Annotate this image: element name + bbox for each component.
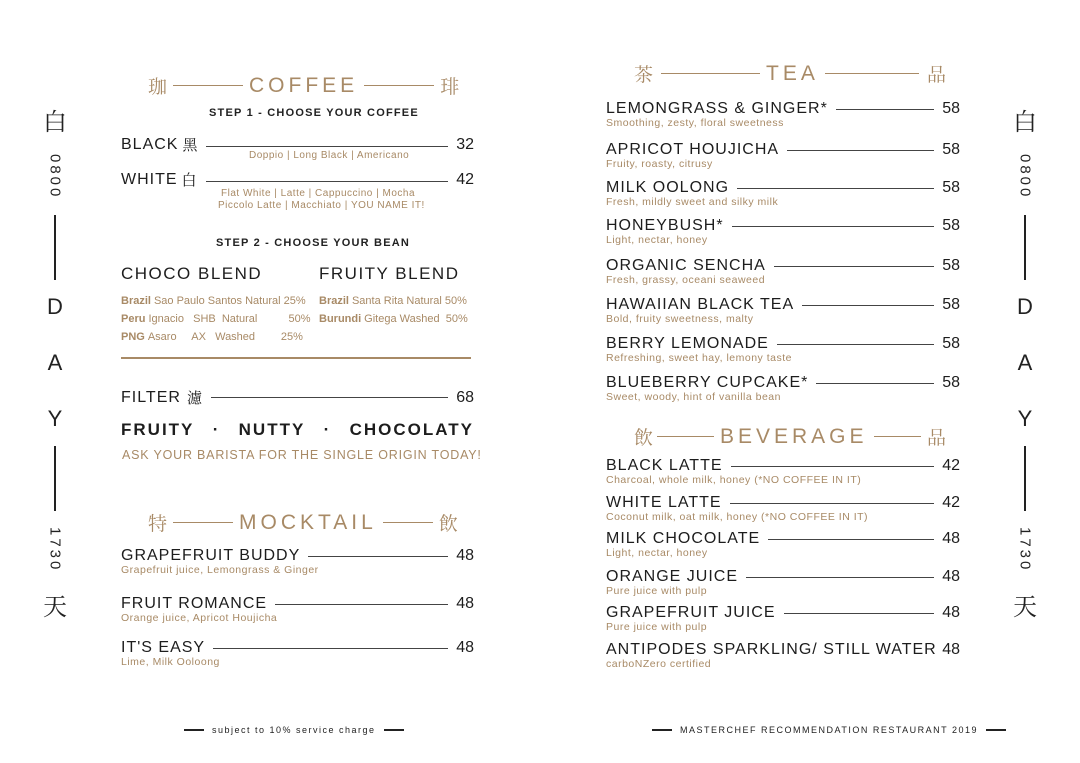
flavor-separator: · [323,420,332,439]
coffee-white-price: 42 [456,170,474,188]
fruity-blend [319,264,468,328]
fruity-blend-title: FRUITY BLEND [319,264,460,283]
filter-cjk: 濾 [186,389,203,407]
fruity-blend-line: Brazil Santa Rita Natural 50% [319,295,467,307]
beverage-header [634,423,946,450]
step1-label: STEP 1 - CHOOSE YOUR COFFEE [209,107,419,119]
step2-label: STEP 2 - CHOOSE YOUR BEAN [216,237,411,249]
filter-name: FILTER [121,388,181,406]
menu-item: BLUEBERRY CUPCAKE* 58 Sweet, woody, hint of vanilla bean [606,374,960,403]
side-top-char: 白 [43,108,67,136]
left-side-strip [43,110,67,619]
blend-divider [121,357,471,359]
side-divider [1024,446,1026,511]
tea-cjk-right: 品 [926,64,946,86]
menu-item: ANTIPODES SPARKLING/ STILL WATER 48 carboNZero certified [606,641,960,670]
menu-item: IT'S EASY 48 Lime, Milk Ooloong [121,639,474,668]
menu-item: MILK OOLONG 58 Fresh, mildly sweet and silky milk [606,179,960,208]
menu-item: BLACK LATTE 42 Charcoal, whole milk, honey (*NO COFFEE IN IT) [606,457,960,486]
menu-item: HONEYBUSH* 58 Light, nectar, honey [606,217,960,246]
coffee-title: COFFEE [249,73,359,97]
side-divider [54,215,56,280]
coffee-cjk-right: 琲 [440,76,460,98]
side-letter-y: Y [47,406,63,432]
side-bottom-char: 天 [1013,592,1037,621]
menu-item: MILK CHOCOLATE 48 Light, nectar, honey [606,530,960,559]
filter-price: 68 [456,388,474,406]
coffee-white-cjk: 白 [181,171,198,189]
coffee-black-row [121,134,474,161]
footer-masterchef: MASTERCHEF RECOMMENDATION RESTAURANT 2019 [644,725,1014,735]
side-letter-a: A [47,350,63,376]
ask-barista-text: ASK YOUR BARISTA FOR THE SINGLE ORIGIN TODAY! [122,448,482,462]
side-open-time: 0800 [1016,154,1034,200]
flavor-notes [121,420,474,440]
menu-item: GRAPEFRUIT JUICE 48 Pure juice with pulp [606,604,960,633]
side-bottom-char: 天 [43,592,67,621]
flavor-note: CHOCOLATY [349,420,474,439]
side-letter-y: Y [1017,406,1033,432]
coffee-white-desc-1: Flat White | Latte | Cappuccino | Mocha [221,188,416,199]
tea-cjk-left: 茶 [634,64,654,86]
mocktail-header [148,509,460,536]
menu-item: HAWAIIAN BLACK TEA 58 Bold, fruity sweetness, malty [606,296,960,325]
beverage-cjk-right: 品 [926,427,946,449]
beverage-title: BEVERAGE [719,424,868,448]
side-close-time: 1730 [1016,527,1034,573]
choco-blend-title: CHOCO BLEND [121,264,263,283]
tea-header [634,60,946,87]
side-letter-d: D [1017,294,1033,320]
flavor-note: FRUITY [121,420,195,439]
menu-item: FRUIT ROMANCE 48 Orange juice, Apricot Houjicha [121,595,474,624]
coffee-white-desc-2: Piccolo Latte | Macchiato | YOU NAME IT! [218,200,425,211]
choco-blend-line: PNG Asaro AX Washed 25% [121,331,303,343]
menu-item: ORANGE JUICE 48 Pure juice with pulp [606,568,960,597]
mocktail-cjk-left: 特 [148,513,168,535]
side-top-char: 白 [1013,108,1037,136]
coffee-white-name: WHITE [121,170,178,188]
coffee-black-desc: Doppio | Long Black | Americano [249,150,410,161]
choco-blend-line: Peru Ignacio SHB Natural 50% [121,313,311,325]
mocktail-cjk-right: 飲 [438,513,458,535]
menu-item: ORGANIC SENCHA 58 Fresh, grassy, oceani seaweed [606,257,960,286]
menu-item: BERRY LEMONADE 58 Refreshing, sweet hay, lemony taste [606,335,960,364]
beverage-cjk-left: 飲 [634,427,654,449]
side-open-time: 0800 [46,154,64,200]
mocktail-title: MOCKTAIL [239,510,377,534]
menu-item: GRAPEFRUIT BUDDY 48 Grapefruit juice, Lemongrass & Ginger [121,547,474,576]
tea-title: TEA [766,61,819,85]
side-divider [54,446,56,511]
side-letter-d: D [47,294,63,320]
footer-service-charge: subject to 10% service charge [176,725,412,735]
right-side-strip [1013,110,1037,619]
choco-blend [121,264,311,346]
fruity-blend-line: Burundi Gitega Washed 50% [319,313,468,325]
coffee-black-name: BLACK [121,135,179,153]
side-divider [1024,215,1026,280]
choco-blend-line: Brazil Sao Paulo Santos Natural 25% [121,295,306,307]
flavor-note: NUTTY [238,420,306,439]
coffee-white-row [121,169,474,211]
side-close-time: 1730 [46,527,64,573]
filter-row [121,387,474,408]
menu-item: APRICOT HOUJICHA 58 Fruity, roasty, citrusy [606,141,960,170]
side-letter-a: A [1017,350,1033,376]
flavor-separator: · [212,420,221,439]
coffee-black-price: 32 [456,135,474,153]
menu-item: WHITE LATTE 42 Coconut milk, oat milk, honey (*NO COFFEE IN IT) [606,494,960,523]
coffee-header [148,72,460,99]
coffee-cjk-left: 珈 [148,76,168,98]
menu-item: LEMONGRASS & GINGER* 58 Smoothing, zesty, floral sweetness [606,100,960,129]
coffee-black-cjk: 黑 [182,136,199,154]
